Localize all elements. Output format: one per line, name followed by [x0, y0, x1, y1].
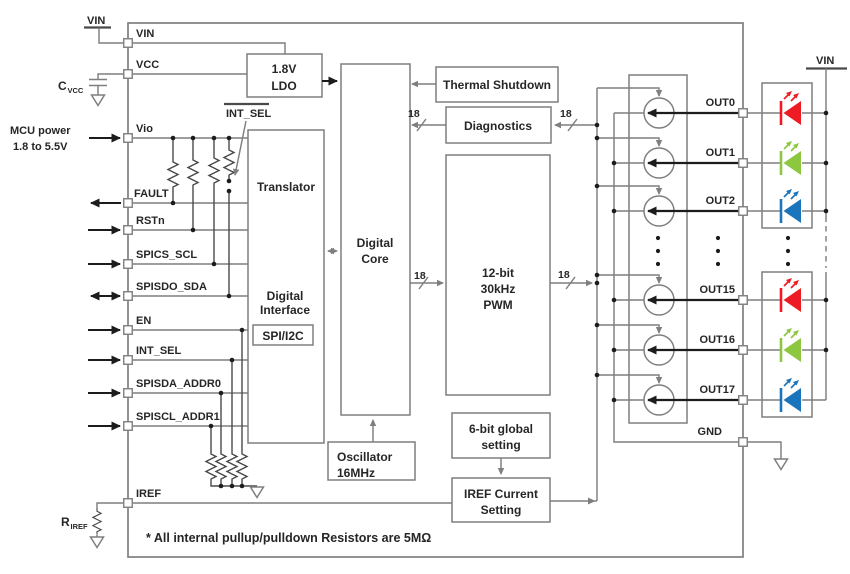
gnd-wire: [747, 442, 781, 459]
pin-label-spics-scl: SPICS_SCL: [136, 249, 198, 261]
digital-core-label-2: Core: [361, 252, 389, 266]
riref-sub-label: IREF: [70, 522, 88, 531]
mcu-power-label-2: 1.8 to 5.5V: [13, 141, 68, 153]
resistor-icon: [224, 146, 234, 178]
pin-label-spiscl-addr1: SPISCL_ADDR1: [136, 411, 220, 423]
bus-width-label: 18: [558, 269, 570, 281]
pin-label-vin: VIN: [136, 28, 155, 40]
riref-network: [93, 503, 124, 537]
riref-label: R: [61, 515, 70, 529]
iref-setting-arrowhead: [588, 498, 596, 505]
pin-label-out15: OUT15: [699, 284, 735, 296]
pwm-label-3: PWM: [483, 298, 513, 312]
resistor-icon: [227, 450, 237, 482]
resistor-icon: [188, 156, 198, 188]
resistor-icon: [206, 450, 216, 482]
pin-label-fault: FAULT: [134, 188, 169, 200]
resistor-icon: [216, 450, 226, 482]
pin-vcc: [124, 70, 133, 79]
pin-gnd: [739, 438, 748, 447]
cvcc-label: C: [58, 79, 67, 93]
pin-out0: [739, 109, 748, 118]
vcc-cvcc-wiring: [89, 74, 247, 95]
vin-supply-wiring: [84, 28, 285, 55]
pin-label-out1: OUT1: [705, 147, 735, 159]
int-sel-switch-arrow: [235, 121, 246, 175]
resistor-icon: [168, 158, 178, 190]
pwm-label-2: 30kHz: [480, 282, 516, 296]
pwm-label-1: 12-bit: [481, 266, 515, 280]
pin-label-iref: IREF: [136, 488, 162, 500]
oscillator-label-2: 16MHz: [337, 466, 376, 480]
ground-icon: [775, 459, 788, 470]
mcu-power-label-1: MCU power: [10, 125, 71, 137]
pin-label-out17: OUT17: [699, 384, 735, 396]
pin-out2: [739, 207, 748, 216]
global-setting-label-2: setting: [481, 438, 521, 452]
ground-icon: [91, 537, 104, 548]
led-group-upper-box: [762, 83, 812, 228]
iref-setting-label-2: Setting: [480, 503, 522, 517]
pin-rstn: [124, 226, 133, 235]
pullup-resistor-network: [168, 138, 234, 296]
pin-spisda-addr0: [124, 389, 133, 398]
ldo-label-2: LDO: [271, 79, 297, 93]
pin-spics-scl: [124, 260, 133, 269]
digital-core-label-1: Digital: [356, 236, 394, 250]
digital-interface-label-1: Digital: [266, 289, 304, 303]
diagnostics-label: Diagnostics: [463, 119, 533, 133]
iref-setting-label-1: IREF Current: [463, 487, 539, 501]
block-translator-digital-interface: [248, 130, 324, 443]
pin-label-rstn: RSTn: [136, 215, 165, 227]
pin-label-spisda-addr0: SPISDA_ADDR0: [136, 378, 221, 390]
pin-out15: [739, 296, 748, 305]
led-group-lower-box: [762, 272, 812, 417]
pin-out17: [739, 396, 748, 405]
vin-top-label: VIN: [87, 15, 106, 27]
spi-i2c-label: SPI/I2C: [262, 329, 304, 343]
pin-label-out0: OUT0: [705, 97, 735, 109]
bus-width-label: 18: [560, 108, 572, 120]
digital-interface-label-2: Interface: [259, 303, 311, 317]
pin-vin: [124, 39, 133, 48]
bus-width-label: 18: [408, 108, 420, 120]
pin-spisdo-sda: [124, 292, 133, 301]
capacitor-icon: [89, 80, 107, 86]
resistor-icon: [237, 450, 247, 482]
pin-fault: [124, 199, 133, 208]
cvcc-sub-label: VCC: [67, 86, 84, 95]
pin-spiscl-addr1: [124, 422, 133, 431]
pin-label-en: EN: [136, 315, 152, 327]
pin-label-vcc: VCC: [136, 59, 160, 71]
pin-vio: [124, 134, 133, 143]
global-setting-label-1: 6-bit global: [469, 422, 533, 436]
oscillator-label-1: Oscillator: [337, 450, 393, 464]
translator-label: Translator: [256, 180, 316, 194]
pin-direction-arrows: [88, 203, 121, 426]
pin-int-sel: [124, 356, 133, 365]
footnote: * All internal pullup/pulldown Resistors are 5MΩ: [146, 531, 432, 545]
resistor-icon: [209, 154, 219, 186]
ground-icon: [92, 95, 105, 106]
pin-label-gnd: GND: [697, 426, 722, 438]
pin-label-int-sel: INT_SEL: [136, 345, 182, 357]
pin-en: [124, 326, 133, 335]
thermal-shutdown-label: Thermal Shutdown: [443, 78, 551, 92]
int-sel-control-label: INT_SEL: [226, 108, 272, 120]
pin-label-out2: OUT2: [705, 195, 735, 207]
ground-icon: [251, 487, 264, 498]
pin-label-vio: Vio: [136, 123, 153, 135]
resistor-icon: [93, 508, 101, 534]
pin-out1: [739, 159, 748, 168]
pin-label-spisdo-sda: SPISDO_SDA: [136, 281, 207, 293]
vin-right-label: VIN: [816, 55, 835, 67]
bus-width-label: 18: [414, 270, 426, 282]
pin-iref: [124, 499, 133, 508]
ldo-label-1: 1.8V: [271, 62, 297, 76]
pin-label-out16: OUT16: [699, 334, 735, 346]
pin-out16: [739, 346, 748, 355]
